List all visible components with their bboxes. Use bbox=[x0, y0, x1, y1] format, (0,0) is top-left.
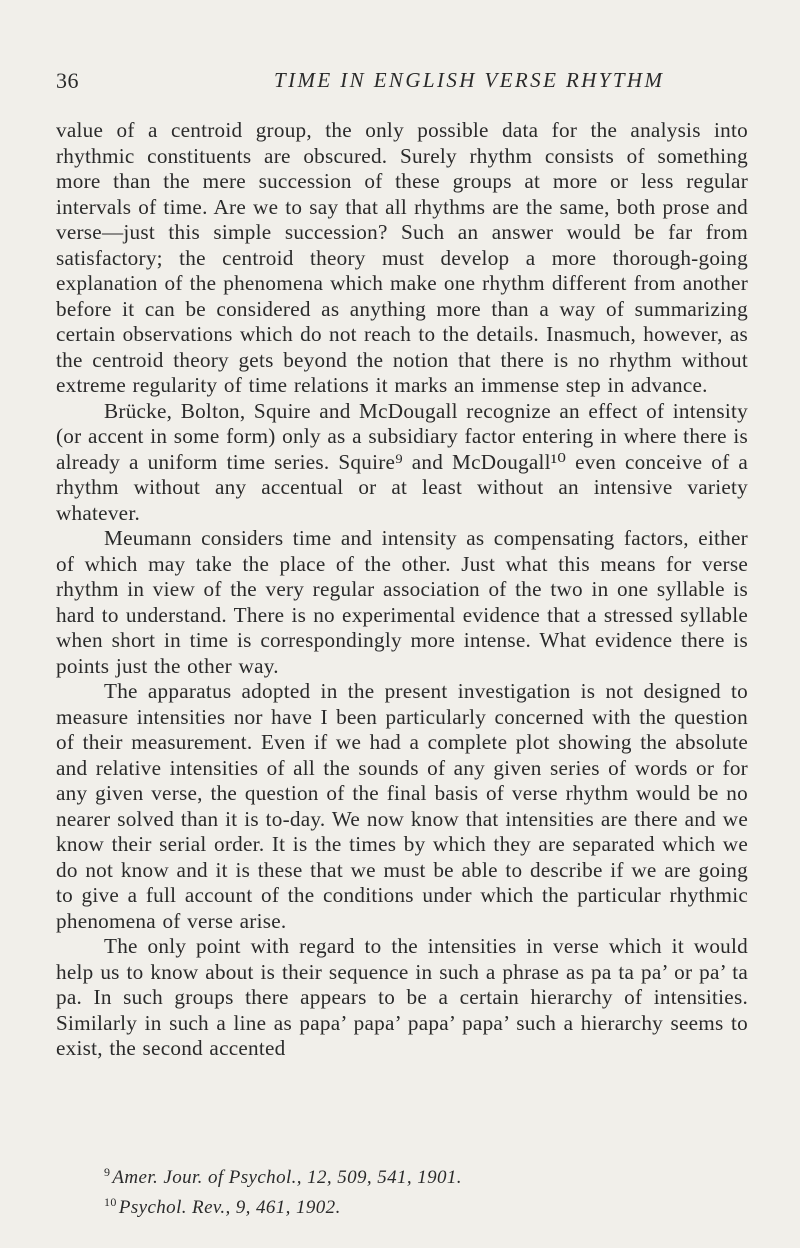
paragraph-4: The apparatus adopted in the present investigation is not designed to measure intensities nor have I been particularly concerned with the question of their measurement. Even if we had a complete plot showing the absolute and relative intensities of all the sounds of any given series of words or for any given verse, the question of the final basis of verse rhythm would be no nearer solved than it is to-day. We now know that intensities are there and we know their serial order. It is the times by which they are separated which we do not know and it is these that we must be able to describe if we are going to give a full account of the conditions under which the particular rhythmic phenomena of verse arise. bbox=[56, 679, 748, 933]
footnote-text: Psychol. Rev., 9, 461, 1902. bbox=[118, 1197, 341, 1218]
page-number: 36 bbox=[56, 68, 79, 93]
page-header bbox=[56, 68, 746, 98]
footnotes bbox=[104, 1160, 744, 1220]
paragraph-3: Meumann considers time and intensity as compensating factors, either of which may take the place of the other. Just what this means for verse rhythm in view of the very regular association of the two in one syllable is hard to understand. There is no experimental evidence that a stressed syllable when short in time is correspondingly more intense. What evidence there is points just the other way. bbox=[56, 526, 748, 678]
paragraph-2: Brücke, Bolton, Squire and McDougall recognize an effect of intensity (or accent in some form) only as a subsidiary factor entering in where there is already a uniform time series. Squire⁹ and McDougall¹⁰ even conceive of a rhythm without any accentual or at least without an intensive variety whatever. bbox=[56, 398, 748, 525]
footnote-text: Amer. Jour. of Psychol., 12, 509, 541, 1901. bbox=[112, 1167, 462, 1188]
footnote-10 bbox=[104, 1190, 744, 1220]
footnote-9 bbox=[104, 1160, 744, 1190]
body-text bbox=[56, 118, 748, 1062]
running-title: TIME IN ENGLISH VERSE RHYTHM bbox=[274, 68, 665, 92]
footnote-marker: 9 bbox=[104, 1165, 111, 1179]
footnote-marker: 10 bbox=[104, 1195, 117, 1209]
paragraph-1: value of a centroid group, the only possible data for the analysis into rhythmic constituents are obscured. Surely rhythm consists of something more than the mere succession of these groups at more or less regular intervals of time. Are we to say that all rhythms are the same, both prose and verse—just this simple succession? Such an answer would be far from satisfactory; the centroid theory must develop a more thorough-going explanation of the phenomena which make one rhythm different from another before it can be considered as anything more than a way of summarizing certain observations which do not reach to the details. Inasmuch, however, as the centroid theory gets beyond the notion that there is no rhythm without extreme regularity of time relations it marks an immense step in advance. bbox=[56, 118, 748, 397]
paragraph-5: The only point with regard to the intensities in verse which it would help us to know about is their sequence in such a phrase as pa ta pa’ or pa’ ta pa. In such groups there appears to be a certain hierarchy of intensities. Similarly in such a line as papa’ papa’ papa’ papa’ such a hierarchy seems to exist, the second accented bbox=[56, 934, 748, 1060]
